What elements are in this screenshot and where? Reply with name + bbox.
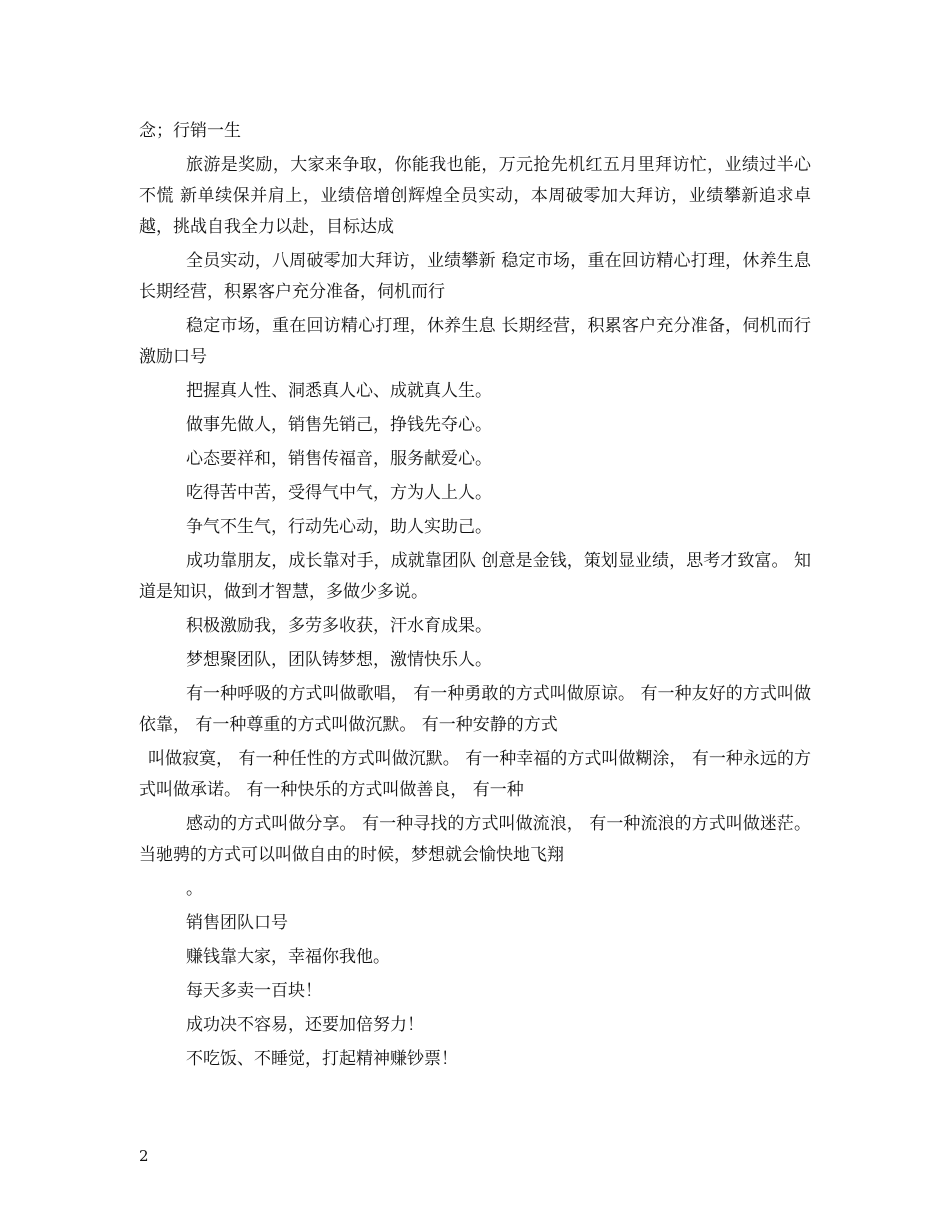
paragraph: 心态要祥和，销售传福音，服务献爱心。 xyxy=(186,449,492,469)
paragraph: 不吃饭、不睡觉，打起精神赚钞票！ xyxy=(186,1049,458,1069)
paragraph: 全员实动，八周破零加大拜访，业绩攀新 稳定市场，重在回访精心打理，休养生息 长期经营，积累客户充分准备，伺机而行 xyxy=(139,251,811,302)
paragraph: 成功决不容易，还要加倍努力！ xyxy=(186,1015,424,1035)
paragraph: 把握真人性、洞悉真人心、成就真人生。 xyxy=(186,381,492,401)
paragraph: 念；行销一生 xyxy=(139,121,241,141)
paragraph: 成功靠朋友，成长靠对手，成就靠团队 创意是金钱，策划显业绩，思考才致富。 知道是知识，做到才智慧，多做少多说。 xyxy=(139,551,811,602)
paragraph: 吃得苦中苦，受得气中气，方为人上人。 xyxy=(186,483,492,503)
paragraph: 有一种呼吸的方式叫做歌唱， 有一种勇敢的方式叫做原谅。 有一种友好的方式叫做依靠， 有一种尊重的方式叫做沉默。 有一种安静的方式 xyxy=(139,684,811,735)
paragraph: 争气不生气，行动先心动，助人实助己。 xyxy=(186,517,492,537)
page-number: 2 xyxy=(139,1147,149,1165)
paragraph: 赚钱靠大家，幸福你我他。 xyxy=(186,947,390,967)
paragraph: 叫做寂寞， 有一种任性的方式叫做沉默。 有一种幸福的方式叫做糊涂， 有一种永远的方式叫做承诺。 有一种快乐的方式叫做善良， 有一种 xyxy=(139,749,811,800)
paragraph: 每天多卖一百块！ xyxy=(186,981,322,1001)
paragraph: 稳定市场，重在回访精心打理，休养生息 长期经营，积累客户充分准备，伺机而行 激励口号 xyxy=(139,316,811,367)
paragraph: 做事先做人，销售先销己，挣钱先夺心。 xyxy=(186,415,492,435)
paragraph: 梦想聚团队，团队铸梦想，激情快乐人。 xyxy=(186,650,492,670)
paragraph: 积极激励我，多劳多收获，汗水育成果。 xyxy=(186,616,492,636)
paragraph: 。 xyxy=(186,879,203,899)
document-body xyxy=(139,116,811,1078)
paragraph: 销售团队口号 xyxy=(186,913,288,933)
paragraph: 旅游是奖励，大家来争取，你能我也能，万元抢先机红五月里拜访忙，业绩过半心不慌 新单续保并肩上，业绩倍增创辉煌全员实动，本周破零加大拜访，业绩攀新追求卓越，挑战自我全力以赴，目标达成 xyxy=(139,155,811,237)
paragraph: 感动的方式叫做分享。 有一种寻找的方式叫做流浪， 有一种流浪的方式叫做迷茫。 当驰骋的方式可以叫做自由的时候，梦想就会愉快地飞翔 xyxy=(139,814,811,865)
